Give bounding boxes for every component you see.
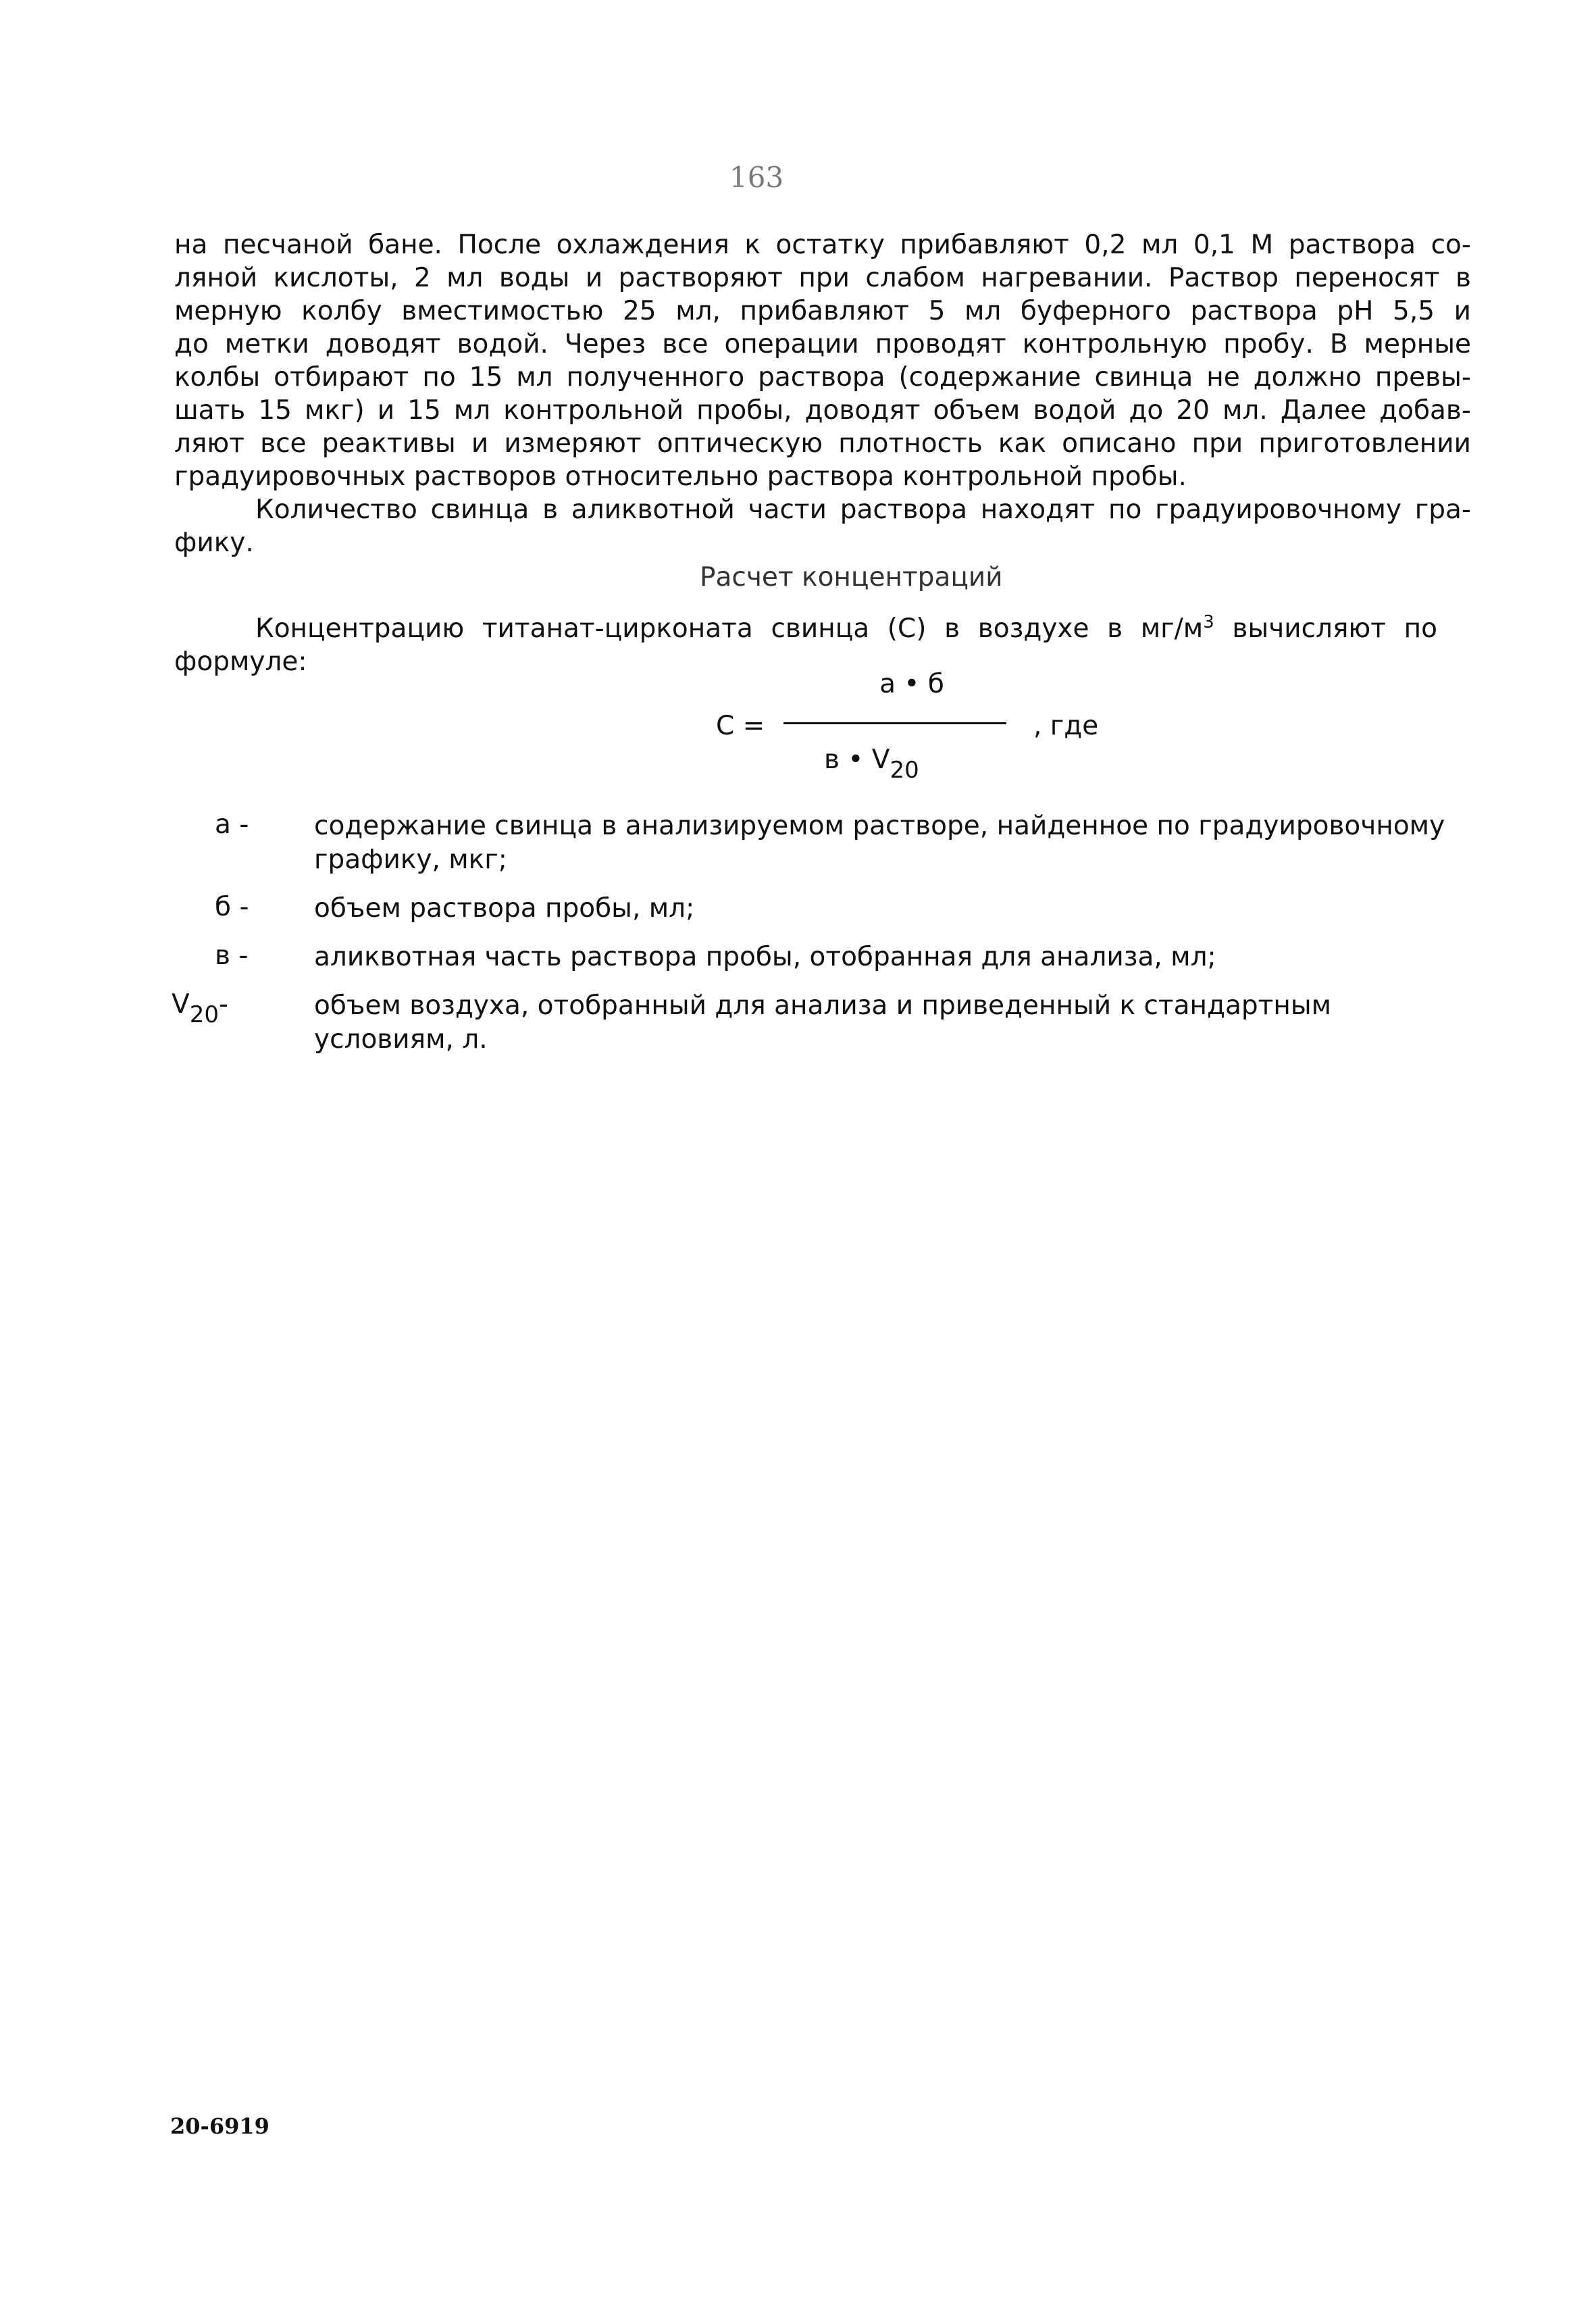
variable-definitions — [172, 809, 1472, 1072]
definition-text — [314, 989, 1472, 1057]
definition-row: условиям, л. — [314, 1024, 488, 1055]
definition-label: в - — [215, 940, 249, 971]
formula-numerator: а • б — [879, 669, 944, 699]
paragraph-line: на песчаной бане. После охлаждения к остатку прибавляют 0,2 мл 0,1 М раствора со- — [174, 230, 1471, 260]
formula-lhs: С = — [716, 711, 765, 741]
formula-intro-line-2: формуле: — [174, 647, 307, 677]
paragraph-line: шать 15 мкг) и 15 мл контрольной пробы, доводят объем водой до 20 мл. Далее добав- — [174, 395, 1471, 426]
label-v: V — [172, 989, 190, 1020]
definition-row: графику, мкг; — [314, 845, 507, 875]
paragraph-line: ляной кислоты, 2 мл воды и растворяют при слабом нагревании. Раствор переносят в — [174, 263, 1471, 293]
concentration-formula — [716, 669, 1121, 797]
paragraph-line: колбы отбирают по 15 мл полученного раствора (содержание свинца не должно превы- — [174, 362, 1471, 393]
definition-label — [172, 989, 266, 1028]
formula-denominator — [824, 745, 1027, 784]
definition-text — [314, 809, 1472, 877]
paragraph-line: ляют все реактивы и измеряют оптическую плотность как описано при приготовлении — [174, 428, 1471, 459]
definition-row: содержание свинца в анализируемом растворе, найденное по градуировочному — [314, 811, 1445, 841]
definition-text — [314, 892, 1472, 926]
fraction-bar — [783, 722, 1006, 724]
paragraph-line: мерную колбу вместимостью 25 мл, прибавляют 5 мл буферного раствора рН 5,5 и — [174, 296, 1471, 326]
definition-b — [215, 892, 1472, 926]
label-dash: - — [218, 989, 229, 1020]
main-paragraph — [174, 228, 1471, 559]
definition-row: аликвотная часть раствора пробы, отобранная для анализа, мл; — [314, 942, 1216, 972]
definition-row: объем воздуха, отобранный для анализа и приведенный к стандартным — [314, 990, 1332, 1021]
section-title: Расчет концентраций — [700, 562, 1003, 593]
denominator-main: в • V — [824, 745, 890, 775]
superscript-3: 3 — [1203, 612, 1214, 632]
definition-text — [314, 940, 1472, 974]
paragraph-line: Количество свинца в аликвотной части раствора находят по градуировочному гра- — [255, 495, 1471, 525]
definition-v20 — [172, 989, 1472, 1057]
label-subscript-20: 20 — [189, 1001, 219, 1028]
formula-intro-text: Концентрацию титанат-цирконата свинца (С) в воздухе в мг/м — [255, 613, 1204, 644]
paragraph-line: до метки доводят водой. Через все операции проводят контрольную пробу. В мерные — [174, 329, 1471, 359]
definition-v — [215, 940, 1472, 974]
paragraph-line: градуировочных растворов относительно раствора контрольной пробы. — [174, 461, 1187, 492]
footer-code: 20-6919 — [170, 2113, 269, 2139]
page-number: 163 — [729, 161, 784, 194]
formula-intro-line — [174, 612, 1437, 645]
paragraph-line: фику. — [174, 528, 254, 558]
definition-row: объем раствора пробы, мл; — [314, 893, 695, 924]
definition-label: а - — [215, 809, 249, 840]
definition-a — [215, 809, 1472, 877]
denominator-subscript: 20 — [890, 757, 919, 784]
formula-intro-tail: вычисляют по — [1214, 613, 1437, 644]
definition-label: б - — [215, 892, 249, 922]
formula-suffix: , где — [1033, 711, 1099, 741]
